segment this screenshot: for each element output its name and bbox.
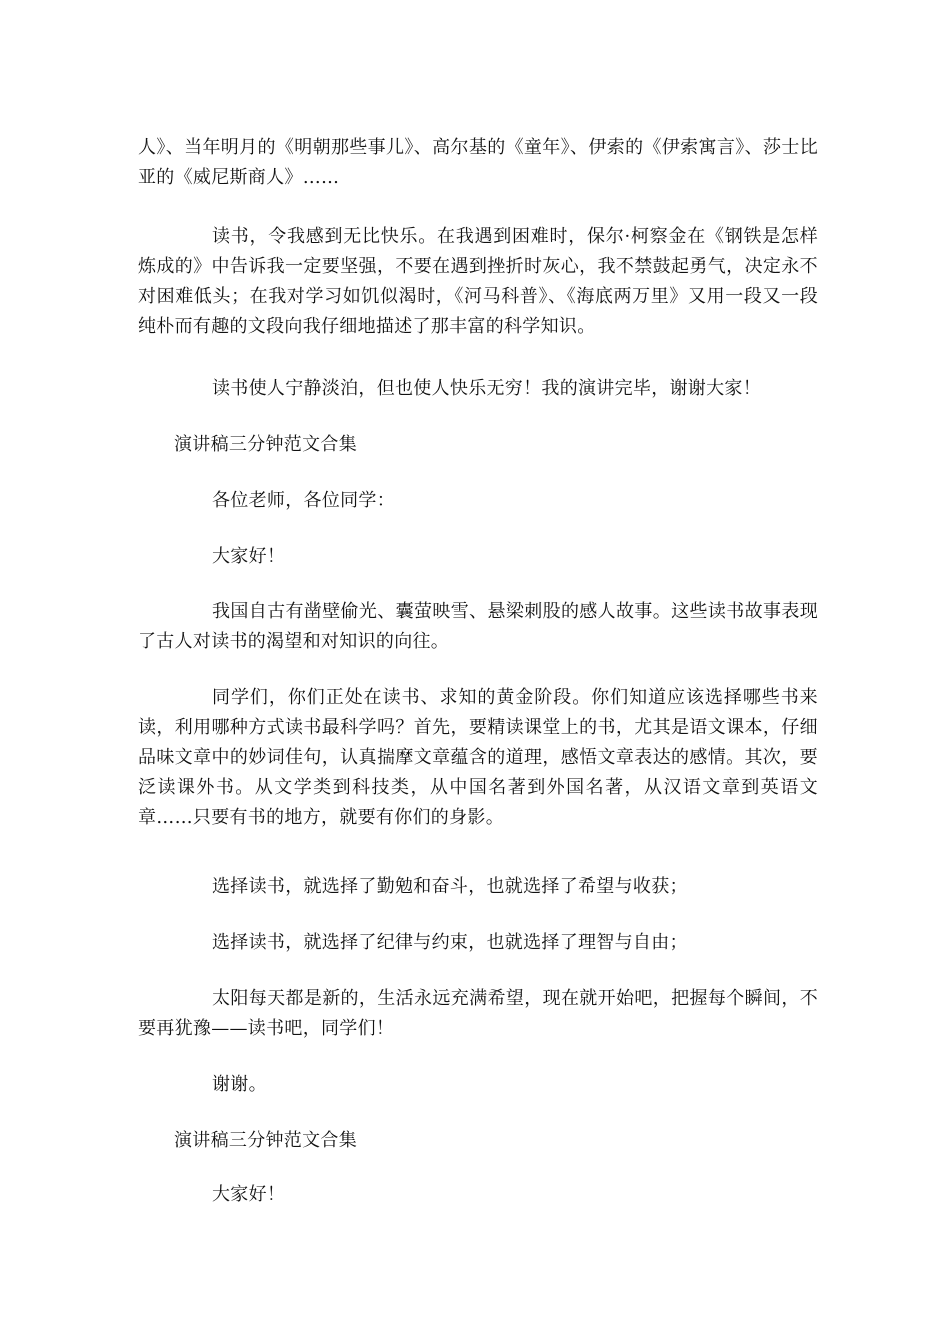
paragraph-salutation: 各位老师，各位同学： <box>212 490 395 511</box>
paragraph-greeting-1: 大家好！ <box>212 546 286 567</box>
paragraph-thanks: 谢谢。 <box>212 1074 267 1095</box>
section-heading-1: 演讲稿三分钟范文合集 <box>174 434 357 455</box>
paragraph-choose-books: 同学们，你们正处在读书、求知的黄金阶段。你们知道应该选择哪些书来读，利用哪种方式读书最科学吗？首先，要精读课堂上的书，尤其是语文课本，仔细品味文章中的妙词佳句，认真揣摩文章蕴含的道理，感悟文章表达的感情。其次，要泛读课外书。从文学类到科技类，从中国名著到外国名著，从汉语文章到英语文章……只要有书的地方，就要有你们的身影。 <box>138 687 818 828</box>
section-heading-2: 演讲稿三分钟范文合集 <box>174 1130 357 1151</box>
paragraph-ancient-stories: 我国自古有凿壁偷光、囊萤映雪、悬梁刺股的感人故事。这些读书故事表现了古人对读书的渴望和对知识的向往。 <box>138 601 818 652</box>
paragraph-choose-reading-1: 选择读书，就选择了勤勉和奋斗，也就选择了希望与收获； <box>212 876 688 897</box>
paragraph-speech-ending: 读书使人宁静淡泊，但也使人快乐无穷！我的演讲完毕，谢谢大家！ <box>212 378 761 399</box>
paragraph-book-list-continued: 人》、当年明月的《明朝那些事儿》、高尔基的《童年》、伊索的《伊索寓言》、莎士比亚的《威尼斯商人》…… <box>138 137 818 188</box>
paragraph-reading-joy: 读书，令我感到无比快乐。在我遇到困难时，保尔·柯察金在《钢铁是怎样炼成的》中告诉我一定要坚强，不要在遇到挫折时灰心，我不禁鼓起勇气，决定永不对困难低头；在我对学习如饥似渴时，《河马科普》、《海底两万里》又用一段又一段纯朴而有趣的文段向我仔细地描述了那丰富的科学知识。 <box>138 226 818 337</box>
paragraph-choose-reading-2: 选择读书，就选择了纪律与约束，也就选择了理智与自由； <box>212 932 688 953</box>
paragraph-sun-new-every-day: 太阳每天都是新的，生活永远充满希望，现在就开始吧，把握每个瞬间，不要再犹豫——读书吧，同学们！ <box>138 988 818 1039</box>
paragraph-greeting-2: 大家好！ <box>212 1184 286 1205</box>
